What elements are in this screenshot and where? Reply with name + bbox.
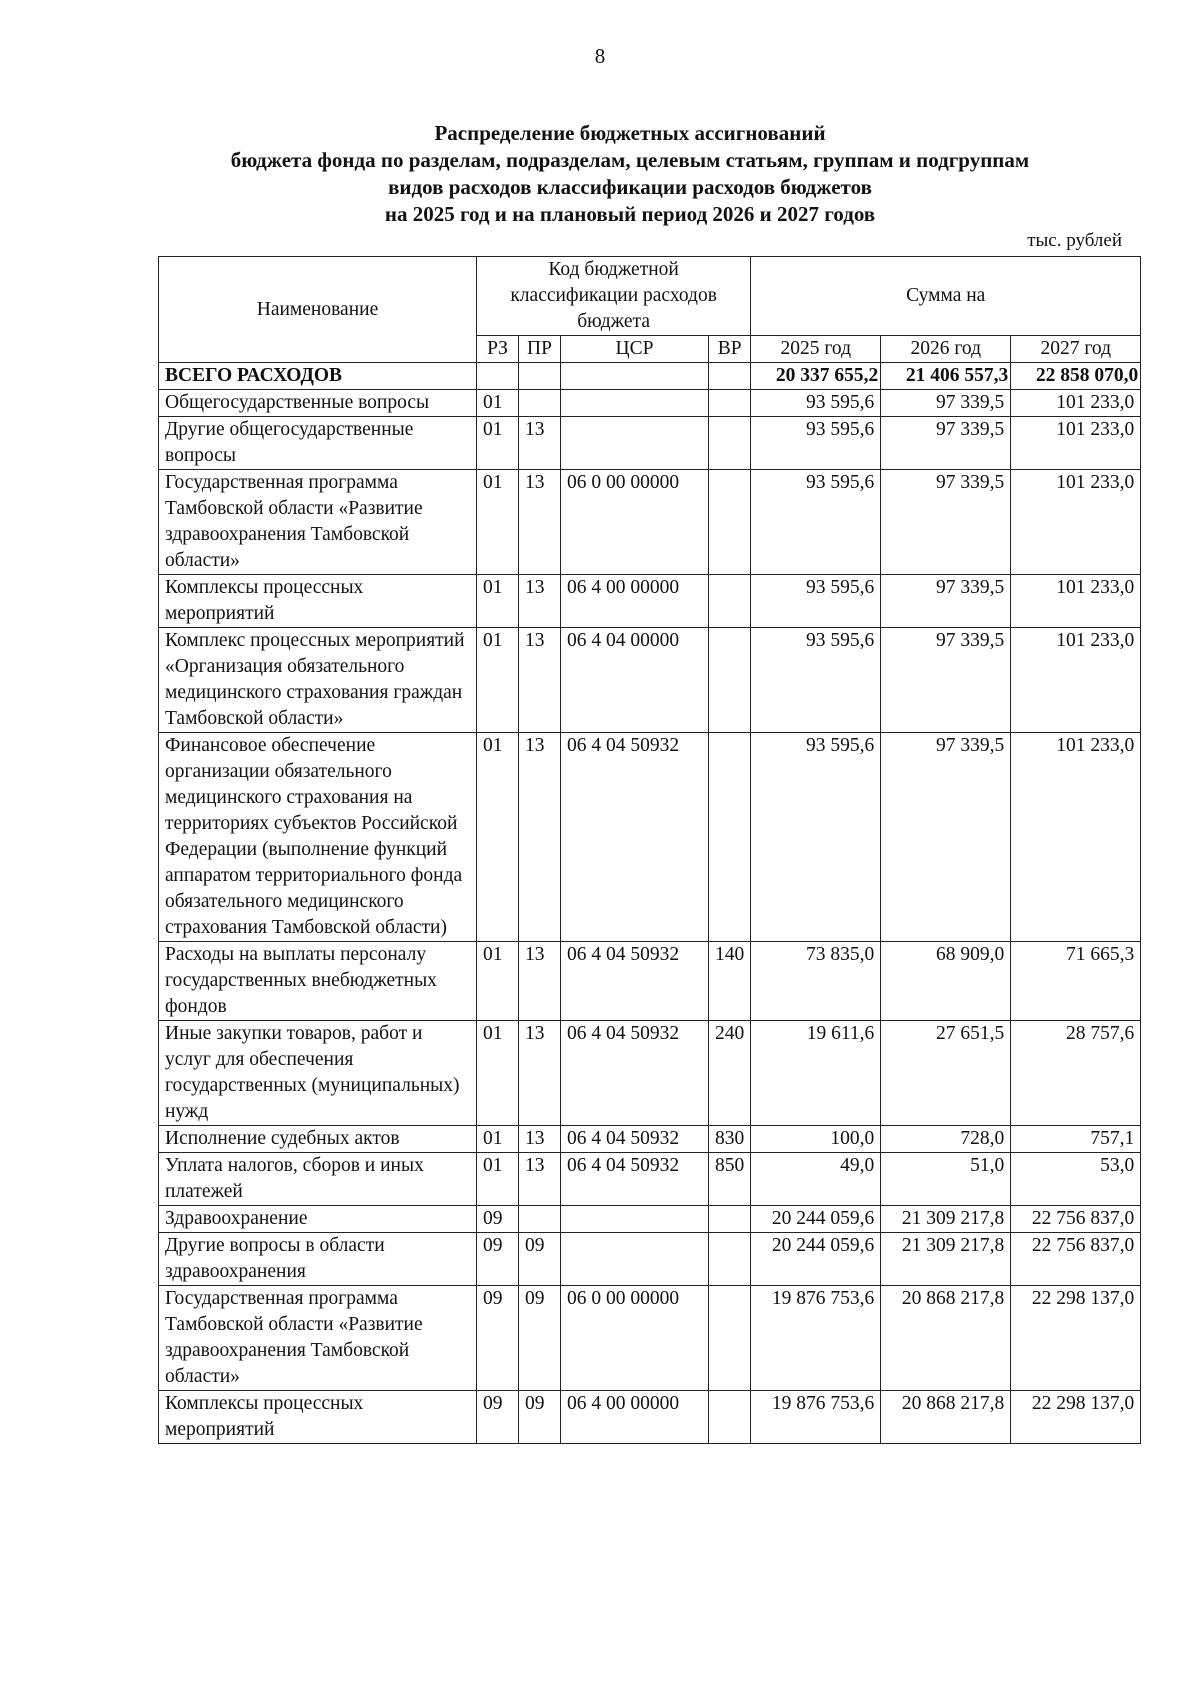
- cell-2026: 27 651,5: [881, 1021, 1011, 1126]
- cell-name: Здравоохранение: [159, 1206, 477, 1233]
- cell-2025: 93 595,6: [751, 628, 881, 733]
- cell-csr: 06 4 04 50932: [561, 1153, 709, 1206]
- cell-pr: [519, 1206, 561, 1233]
- cell-2027: 22 756 837,0: [1011, 1233, 1141, 1286]
- cell-2026: 728,0: [881, 1126, 1011, 1153]
- cell-2027: 101 233,0: [1011, 470, 1141, 575]
- cell-csr: 06 4 04 00000: [561, 628, 709, 733]
- cell-2025: 20 244 059,6: [751, 1206, 881, 1233]
- title-line: Распределение бюджетных ассигнований: [434, 121, 826, 145]
- header-code-group: Код бюджетной классификации расходов бюджета: [477, 257, 751, 336]
- cell-2025: 19 876 753,6: [751, 1286, 881, 1391]
- header-2027: 2027 год: [1011, 336, 1141, 363]
- table-row: [159, 733, 1141, 942]
- cell-csr: 06 0 00 00000: [561, 1286, 709, 1391]
- cell-csr: 06 4 04 50932: [561, 1126, 709, 1153]
- table-row: [159, 1153, 1141, 1206]
- cell-pr: 13: [519, 1021, 561, 1126]
- cell-2027: 53,0: [1011, 1153, 1141, 1206]
- table-row: [159, 942, 1141, 1021]
- cell-csr: [561, 1206, 709, 1233]
- title-line: бюджета фонда по разделам, подразделам, целевым статьям, группам и подгруппам: [230, 148, 1030, 172]
- cell-2025: 19 876 753,6: [751, 1391, 881, 1444]
- cell-rz: 01: [477, 1021, 519, 1126]
- cell-pr: 13: [519, 1153, 561, 1206]
- cell-name: Комплексы процессных мероприятий: [159, 575, 477, 628]
- cell-vr: [709, 628, 751, 733]
- header-name: Наименование: [159, 257, 477, 363]
- cell-2027: 101 233,0: [1011, 417, 1141, 470]
- cell-2026: 97 339,5: [881, 628, 1011, 733]
- cell-name: Другие вопросы в области здравоохранения: [159, 1233, 477, 1286]
- cell-vr: [709, 1206, 751, 1233]
- title-line: на 2025 год и на плановый период 2026 и 2027 годов: [384, 202, 876, 226]
- table-row: [159, 1286, 1141, 1391]
- table-row: [159, 1206, 1141, 1233]
- cell-2027: 757,1: [1011, 1126, 1141, 1153]
- cell-2025: 93 595,6: [751, 470, 881, 575]
- cell-rz: 09: [477, 1233, 519, 1286]
- table-row: [159, 1233, 1141, 1286]
- cell-2027: 22 298 137,0: [1011, 1391, 1141, 1444]
- cell-2027: 22 298 137,0: [1011, 1286, 1141, 1391]
- cell-2026: 97 339,5: [881, 470, 1011, 575]
- cell-rz: 01: [477, 1126, 519, 1153]
- cell-2026: 97 339,5: [881, 390, 1011, 417]
- table-row: [159, 470, 1141, 575]
- table-row: [159, 390, 1141, 417]
- cell-name: Уплата налогов, сборов и иных платежей: [159, 1153, 477, 1206]
- cell-2025: 20 244 059,6: [751, 1233, 881, 1286]
- cell-2025: 93 595,6: [751, 575, 881, 628]
- cell-pr: 13: [519, 733, 561, 942]
- cell-csr: 06 4 04 50932: [561, 733, 709, 942]
- cell-vr: 850: [709, 1153, 751, 1206]
- cell-vr: [709, 1391, 751, 1444]
- cell-vr: [709, 417, 751, 470]
- header-rz: РЗ: [477, 336, 519, 363]
- cell-rz: 01: [477, 1153, 519, 1206]
- cell-vr: [709, 575, 751, 628]
- cell-pr: 13: [519, 575, 561, 628]
- cell-csr: 06 4 00 00000: [561, 1391, 709, 1444]
- cell-vr: [709, 363, 751, 390]
- header-csr: ЦСР: [561, 336, 709, 363]
- cell-rz: 01: [477, 733, 519, 942]
- cell-rz: 01: [477, 628, 519, 733]
- cell-rz: 01: [477, 575, 519, 628]
- cell-2026: 21 406 557,3: [881, 363, 1011, 390]
- cell-pr: 13: [519, 417, 561, 470]
- cell-vr: [709, 1233, 751, 1286]
- cell-csr: 06 4 04 50932: [561, 1021, 709, 1126]
- cell-2027: 101 233,0: [1011, 733, 1141, 942]
- cell-2026: 68 909,0: [881, 942, 1011, 1021]
- cell-pr: [519, 390, 561, 417]
- table-row: [159, 628, 1141, 733]
- cell-2025: 93 595,6: [751, 390, 881, 417]
- cell-rz: 09: [477, 1206, 519, 1233]
- cell-2025: 93 595,6: [751, 733, 881, 942]
- header-sum-group: Сумма на: [751, 257, 1141, 336]
- cell-name: Исполнение судебных актов: [159, 1126, 477, 1153]
- cell-pr: 09: [519, 1286, 561, 1391]
- cell-vr: [709, 390, 751, 417]
- cell-csr: 06 0 00 00000: [561, 470, 709, 575]
- total-row: [159, 363, 1141, 390]
- cell-2027: 101 233,0: [1011, 575, 1141, 628]
- cell-name: Комплекс процессных мероприятий «Организация обязательного медицинского страхования граждан Тамбовской области»: [159, 628, 477, 733]
- cell-2027: 22 858 070,0: [1011, 363, 1141, 390]
- table-row: [159, 417, 1141, 470]
- cell-name: Общегосударственные вопросы: [159, 390, 477, 417]
- cell-csr: 06 4 00 00000: [561, 575, 709, 628]
- table-row: [159, 575, 1141, 628]
- header-2025: 2025 год: [751, 336, 881, 363]
- cell-2025: 20 337 655,2: [751, 363, 881, 390]
- cell-name: Расходы на выплаты персоналу государственных внебюджетных фондов: [159, 942, 477, 1021]
- cell-vr: [709, 733, 751, 942]
- cell-rz: [477, 363, 519, 390]
- page-number: 8: [594, 44, 606, 68]
- cell-rz: 01: [477, 417, 519, 470]
- title-line: видов расходов классификации расходов бюджетов: [388, 175, 872, 199]
- cell-name: Государственная программа Тамбовской области «Развитие здравоохранения Тамбовской области»: [159, 1286, 477, 1391]
- cell-2026: 20 868 217,8: [881, 1391, 1011, 1444]
- table-row: [159, 1021, 1141, 1126]
- cell-2026: 51,0: [881, 1153, 1011, 1206]
- cell-pr: 13: [519, 1126, 561, 1153]
- cell-csr: [561, 1233, 709, 1286]
- cell-2027: 101 233,0: [1011, 390, 1141, 417]
- cell-pr: 13: [519, 470, 561, 575]
- header-pr: ПР: [519, 336, 561, 363]
- header-2026: 2026 год: [881, 336, 1011, 363]
- cell-pr: 13: [519, 942, 561, 1021]
- cell-vr: [709, 1286, 751, 1391]
- cell-csr: [561, 417, 709, 470]
- cell-vr: [709, 470, 751, 575]
- cell-csr: [561, 363, 709, 390]
- cell-csr: [561, 390, 709, 417]
- cell-name: Другие общегосударственные вопросы: [159, 417, 477, 470]
- header-vr: ВР: [709, 336, 751, 363]
- cell-2027: 28 757,6: [1011, 1021, 1141, 1126]
- cell-2026: 97 339,5: [881, 417, 1011, 470]
- cell-vr: 140: [709, 942, 751, 1021]
- cell-name: ВСЕГО РАСХОДОВ: [159, 363, 477, 390]
- cell-2025: 100,0: [751, 1126, 881, 1153]
- cell-vr: 240: [709, 1021, 751, 1126]
- cell-2027: 22 756 837,0: [1011, 1206, 1141, 1233]
- cell-vr: 830: [709, 1126, 751, 1153]
- cell-2026: 21 309 217,8: [881, 1206, 1011, 1233]
- cell-rz: 09: [477, 1286, 519, 1391]
- cell-name: Финансовое обеспечение организации обязательного медицинского страхования на территориях субъектов Российской Федерации (выполнение функций аппаратом территориального фонда обязательного медицинского страхования Тамбовской области): [159, 733, 477, 942]
- units-label: тыс. рублей: [1027, 230, 1122, 251]
- cell-pr: [519, 363, 561, 390]
- header-row-group: [159, 257, 1141, 336]
- cell-2026: 20 868 217,8: [881, 1286, 1011, 1391]
- cell-rz: 01: [477, 390, 519, 417]
- document-title: [150, 120, 1110, 228]
- cell-2025: 49,0: [751, 1153, 881, 1206]
- budget-table: [158, 256, 1141, 1444]
- table-row: [159, 1391, 1141, 1444]
- cell-pr: 09: [519, 1233, 561, 1286]
- cell-2026: 97 339,5: [881, 733, 1011, 942]
- table-body: [159, 363, 1141, 1444]
- cell-2026: 21 309 217,8: [881, 1233, 1011, 1286]
- cell-2027: 101 233,0: [1011, 628, 1141, 733]
- cell-2025: 73 835,0: [751, 942, 881, 1021]
- cell-csr: 06 4 04 50932: [561, 942, 709, 1021]
- cell-2025: 19 611,6: [751, 1021, 881, 1126]
- cell-2026: 97 339,5: [881, 575, 1011, 628]
- cell-rz: 01: [477, 942, 519, 1021]
- table-row: [159, 1126, 1141, 1153]
- cell-name: Иные закупки товаров, работ и услуг для обеспечения государственных (муниципальных) нужд: [159, 1021, 477, 1126]
- cell-rz: 01: [477, 470, 519, 575]
- cell-2027: 71 665,3: [1011, 942, 1141, 1021]
- cell-name: Государственная программа Тамбовской области «Развитие здравоохранения Тамбовской области»: [159, 470, 477, 575]
- cell-name: Комплексы процессных мероприятий: [159, 1391, 477, 1444]
- cell-pr: 09: [519, 1391, 561, 1444]
- cell-rz: 09: [477, 1391, 519, 1444]
- cell-2025: 93 595,6: [751, 417, 881, 470]
- cell-pr: 13: [519, 628, 561, 733]
